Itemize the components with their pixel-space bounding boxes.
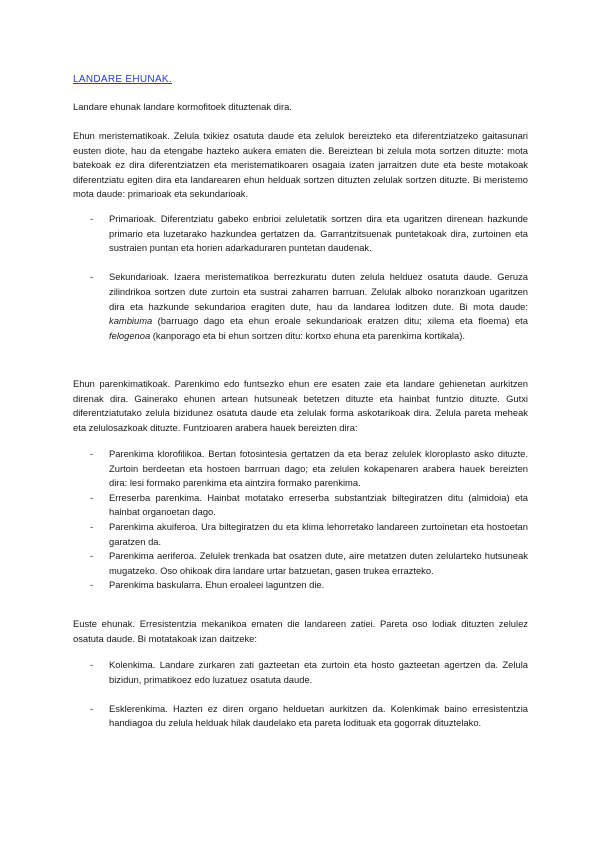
list-item-parenchyma bbox=[73, 520, 528, 549]
list-dash: - bbox=[90, 702, 94, 714]
primary-text: Primarioak. Diferentziatu gabeko enbrioi zeluletatik sortzen dira eta ugaritzen direnean hazkunde primario eta luzetarako hazkundea gertatzen da. Garrantzitsuenak puntetakoak dira, zurtoinen eta sustraien puntan eta horien adarkaduraren puntetan daudenak. bbox=[109, 213, 528, 254]
parenchyma-list bbox=[73, 447, 528, 593]
secondary-text-1: Sekundarioak. Izaera meristematikoa berrezkuratu duten zelula helduez osatuta daude. Geruza zilindrikoa sortzen dute zurtoin eta sustrai zaharren barruan. Zelulak alboko noranzkoan ugaritzen dira eta hazkunde sekundarioa eragiten dute, hau da landarea loditzen dute. Bi mota daude: bbox=[109, 271, 528, 312]
term-felogenoa: felogenoa bbox=[109, 329, 151, 341]
list-dash: - bbox=[90, 491, 94, 503]
document-title-link[interactable]: LANDARE EHUNAK. bbox=[73, 74, 172, 85]
parenchyma-item-text: Parenkima baskularra. Ehun eroaleei laguntzen die. bbox=[109, 579, 325, 591]
list-item-parenchyma bbox=[73, 549, 528, 578]
meristematic-paragraph: Ehun meristematikoak. Zelula txikiez osatuta daude eta zelulok bereizteko eta diferentziatzeko gaitasunari eusten diote, hau da etengabe hazteko aukera ematen die. Bereiztean bi zelula mota sortzen dituzte: mota batekoak ez dira diferentziatzen eta meristematikoaren osagaia izaten jarraitzen dute eta beste motakoak diferentziatu egiten dira eta landarearen ehun helduak sortzen dituzten zelulak sortzen dituzte. Bi meristemo mota daude: primarioak eta sekundarioak. bbox=[73, 130, 528, 200]
secondary-text-2: (barruago dago eta ehun eroale sekundarioak eratzen ditu; xilema eta floema) eta bbox=[152, 315, 528, 327]
parenchyma-item-text: Parenkima akuiferoa. Ura biltegiratzen du eta klima lehorretako landareen zurtoinetan eta hostoetan garatzen da. bbox=[109, 520, 528, 547]
parenchyma-paragraph: Ehun parenkimatikoak. Parenkimo edo funtsezko ehun ere esaten zaie eta landare gehienetan aurkitzen direnak dira. Gainerako ehunen artean hutsuneak betetzen dituzte eta hainbat funtzio dituzte. Gutxi diferentziatutako zelula bizidunez osatuta daude eta zelulak forma askotarikoak dira. Zelula pareta meheak eta zelulosazkoak dituzte. Funtzioaren arabera hauek bereizten dira: bbox=[73, 378, 528, 433]
list-dash: - bbox=[90, 550, 94, 562]
list-dash: - bbox=[90, 271, 94, 283]
list-dash: - bbox=[90, 213, 94, 224]
list-item-primary bbox=[73, 212, 528, 256]
support-paragraph: Euste ehunak. Erresistentzia mekanikoa ematen die landareen zatiei. Pareta oso lodiak dituzten zelulez osatuta daude. Bi motatakoak izan daitzeke: bbox=[73, 618, 528, 644]
support-list bbox=[73, 658, 528, 731]
parenchyma-item-text: Parenkima aeriferoa. Zelulek trenkada bat osatzen dute, aire metatzen duten zelularteko hutsuneak mugatzeko. Oso ohikoak dira landare urtar batzuetan, gasen trukea errazteko. bbox=[109, 550, 528, 576]
list-dash: - bbox=[90, 579, 94, 591]
list-dash: - bbox=[90, 659, 94, 670]
list-item-parenchyma bbox=[73, 578, 528, 593]
list-item-collenchyma bbox=[73, 658, 528, 687]
list-item-parenchyma bbox=[73, 447, 528, 491]
meristematic-list bbox=[73, 212, 528, 343]
term-kambiuma: kambiuma bbox=[109, 315, 153, 327]
collenchyma-text: Kolenkima. Landare zurkaren zati gazteetan eta zurtoin eta hosto gazteetan agertzen da. Zelula bizidun, primatikoez edo luzatuez osatuta daude. bbox=[109, 659, 528, 685]
list-dash: - bbox=[90, 520, 94, 532]
list-dash: - bbox=[90, 448, 94, 459]
intro-paragraph: Landare ehunak landare kormofitoek dituztenak dira. bbox=[73, 101, 292, 112]
secondary-text-3: (kanporago eta bi ehun sortzen ditu: kortxo ehuna eta parenkima kortikala). bbox=[150, 329, 465, 341]
parenchyma-item-text: Erreserba parenkima. Hainbat motatako erreserba substantziak biltegiratzen ditu (almidoia) eta hainbat organoetan dago. bbox=[109, 491, 528, 518]
sclerenchyma-text: Esklerenkima. Hazten ez diren organo helduetan aurkitzen da. Kolenkimak baino erresistentzia handiagoa du zelula helduak hilak daudelako eta pareta lodituak eta gogorrak dituztelako. bbox=[109, 702, 528, 729]
list-item-parenchyma bbox=[73, 491, 528, 520]
list-item-secondary bbox=[73, 270, 528, 343]
list-item-sclerenchyma bbox=[73, 702, 528, 731]
parenchyma-item-text: Parenkima klorofilikoa. Bertan fotosintesia gertatzen da eta beraz zelulek kloroplasto asko dituzte. Zurtoin berdeetan eta hostoen barrruan dago; eta zelulen kokapenaren arabera hauek bereizten dira: lesi formako parenkima eta aintzira formako parenkima. bbox=[109, 448, 528, 489]
